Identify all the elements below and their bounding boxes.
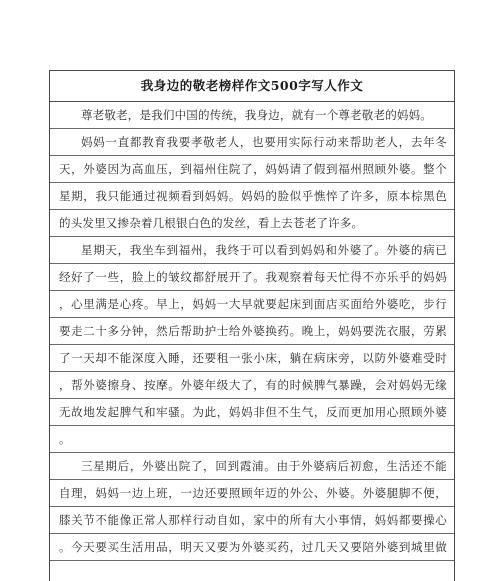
essay-line: 膝关节不能像正常人那样行动自如，家中的所有大小事情，妈妈都要操心 xyxy=(50,507,454,534)
essay-title: 我身边的敬老榜样作文500字写人作文 xyxy=(50,71,454,102)
essay-line: 星期，我只能通过视频看到妈妈。妈妈的脸似乎憔悴了许多，原本棕黑色 xyxy=(50,183,454,210)
essay-line: 的头发里又掺杂着几根银白色的发丝，看上去苍老了许多。 xyxy=(50,210,454,237)
essay-line: 三星期后，外婆出院了，回到霞浦。由于外婆病后初愈，生活还不能 xyxy=(50,453,454,480)
essay-line: ，心里满是心疼。早上，妈妈一大早就要起床到面店买面给外婆吃，步行 xyxy=(50,291,454,318)
essay-line: 经好了一些，脸上的皱纹都舒展开了。我观察着每天忙得不亦乐乎的妈妈 xyxy=(50,264,454,291)
essay-line: 无故地发起脾气和牢骚。为此，妈妈非但不生气，反而更加用心照顾外婆 xyxy=(50,399,454,426)
essay-line: 尊老敬老，是我们中国的传统，我身边，就有一个尊老敬老的妈妈。 xyxy=(50,102,454,129)
essay-sheet xyxy=(49,70,455,581)
essay-line: 天，外婆因为高血压，到福州住院了，妈妈请了假到福州照顾外婆。整个 xyxy=(50,156,454,183)
essay-line: 了一天却不能深度入睡，还要租一张小床，躺在病床旁，以防外婆难受时 xyxy=(50,345,454,372)
essay-line: ，帮外婆擦身、按摩。外婆年级大了，有的时候脾气暴躁，会对妈妈无缘 xyxy=(50,372,454,399)
essay-line: 要走二十多分钟，然后帮助护士给外婆换药。晚上，妈妈要洗衣服，劳累 xyxy=(50,318,454,345)
essay-line: 。 xyxy=(50,426,454,453)
essay-body xyxy=(50,102,454,561)
essay-line: 自理，妈妈一边上班，一边还要照顾年迈的外公、外婆。外婆腿脚不便， xyxy=(50,480,454,507)
essay-line: 妈妈一直都教育我要孝敬老人，也要用实际行动来帮助老人，去年冬 xyxy=(50,129,454,156)
essay-line: 星期天，我坐车到福州，我终于可以看到妈妈和外婆了。外婆的病已 xyxy=(50,237,454,264)
essay-line: 。今天要买生活用品，明天又要为外婆买药，过几天又要陪外婆到城里做 xyxy=(50,534,454,561)
